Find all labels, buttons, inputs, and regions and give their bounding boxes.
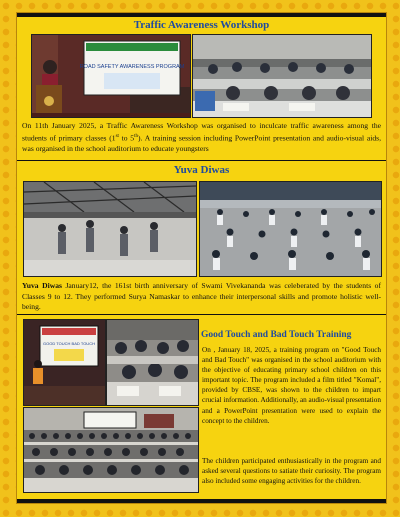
newsletter-page xyxy=(16,12,387,504)
yuva-para-bold: Yuva Diwas xyxy=(22,281,62,290)
touch-photo-students xyxy=(106,319,199,406)
touch-slide-text: GOOD TOUCH BAD TOUCH xyxy=(43,341,95,346)
traffic-para-tail: ). A training session including PowerPoint presentation and audio-visual aids, was organised in the school auditorium to educate youngsters xyxy=(22,133,381,153)
touch-paragraph-2: The children participated enthusiastically in the program and asked several questions to satiate their curiosity. The program also included some engaging activities for the children. xyxy=(202,457,381,486)
touch-paragraph-1: On , January 18, 2025, a training program on "Good Touch and Bad Touch" was organised in the school auditorium with the objective of educating primary school children on this important topic. The program included a film titled "Komal", provided by CBSE, was shown to the children to impart crucial information. Additionally, an audio-visual presentation and a PowerPoint presentation were used to explain the concept to the children. xyxy=(202,346,381,425)
yuva-photo-ground xyxy=(199,181,382,277)
traffic-para-lead: On 11th January 2025, a Traffic Awareness Workshop was organised to inculcate traffic awareness among the students of primary classes (1 xyxy=(22,121,381,143)
traffic-section xyxy=(17,17,386,160)
traffic-para-mid: to 5 xyxy=(118,133,135,143)
yuva-paragraph xyxy=(22,281,381,313)
touch-photo-presentation xyxy=(23,319,106,406)
traffic-photo-presenter xyxy=(31,34,191,118)
touch-section xyxy=(17,315,386,499)
yuva-title: Yuva Diwas xyxy=(173,164,230,176)
touch-photo-audience xyxy=(23,407,199,493)
yuva-photo-hall xyxy=(23,181,197,277)
touch-title: Good Touch and Bad Touch Training xyxy=(201,330,352,340)
traffic-sup-th: th xyxy=(134,133,138,139)
traffic-slide-text: ROAD SAFETY AWARENESS PROGRAM xyxy=(79,64,185,70)
yuva-section xyxy=(17,161,386,314)
traffic-photo-classroom xyxy=(192,34,372,118)
yuva-para-rest: January12, the 161st birth anniversary of Swami Vivekananda was celeberated by the students of Classes 9 to 12. They performed Surya Namaskar to enhance their interpersonal skills and promote holistic well-being. xyxy=(22,281,382,312)
traffic-paragraph xyxy=(22,121,381,154)
traffic-title: Traffic Awareness Workshop xyxy=(133,19,270,31)
traffic-sup-st: st xyxy=(115,133,119,139)
